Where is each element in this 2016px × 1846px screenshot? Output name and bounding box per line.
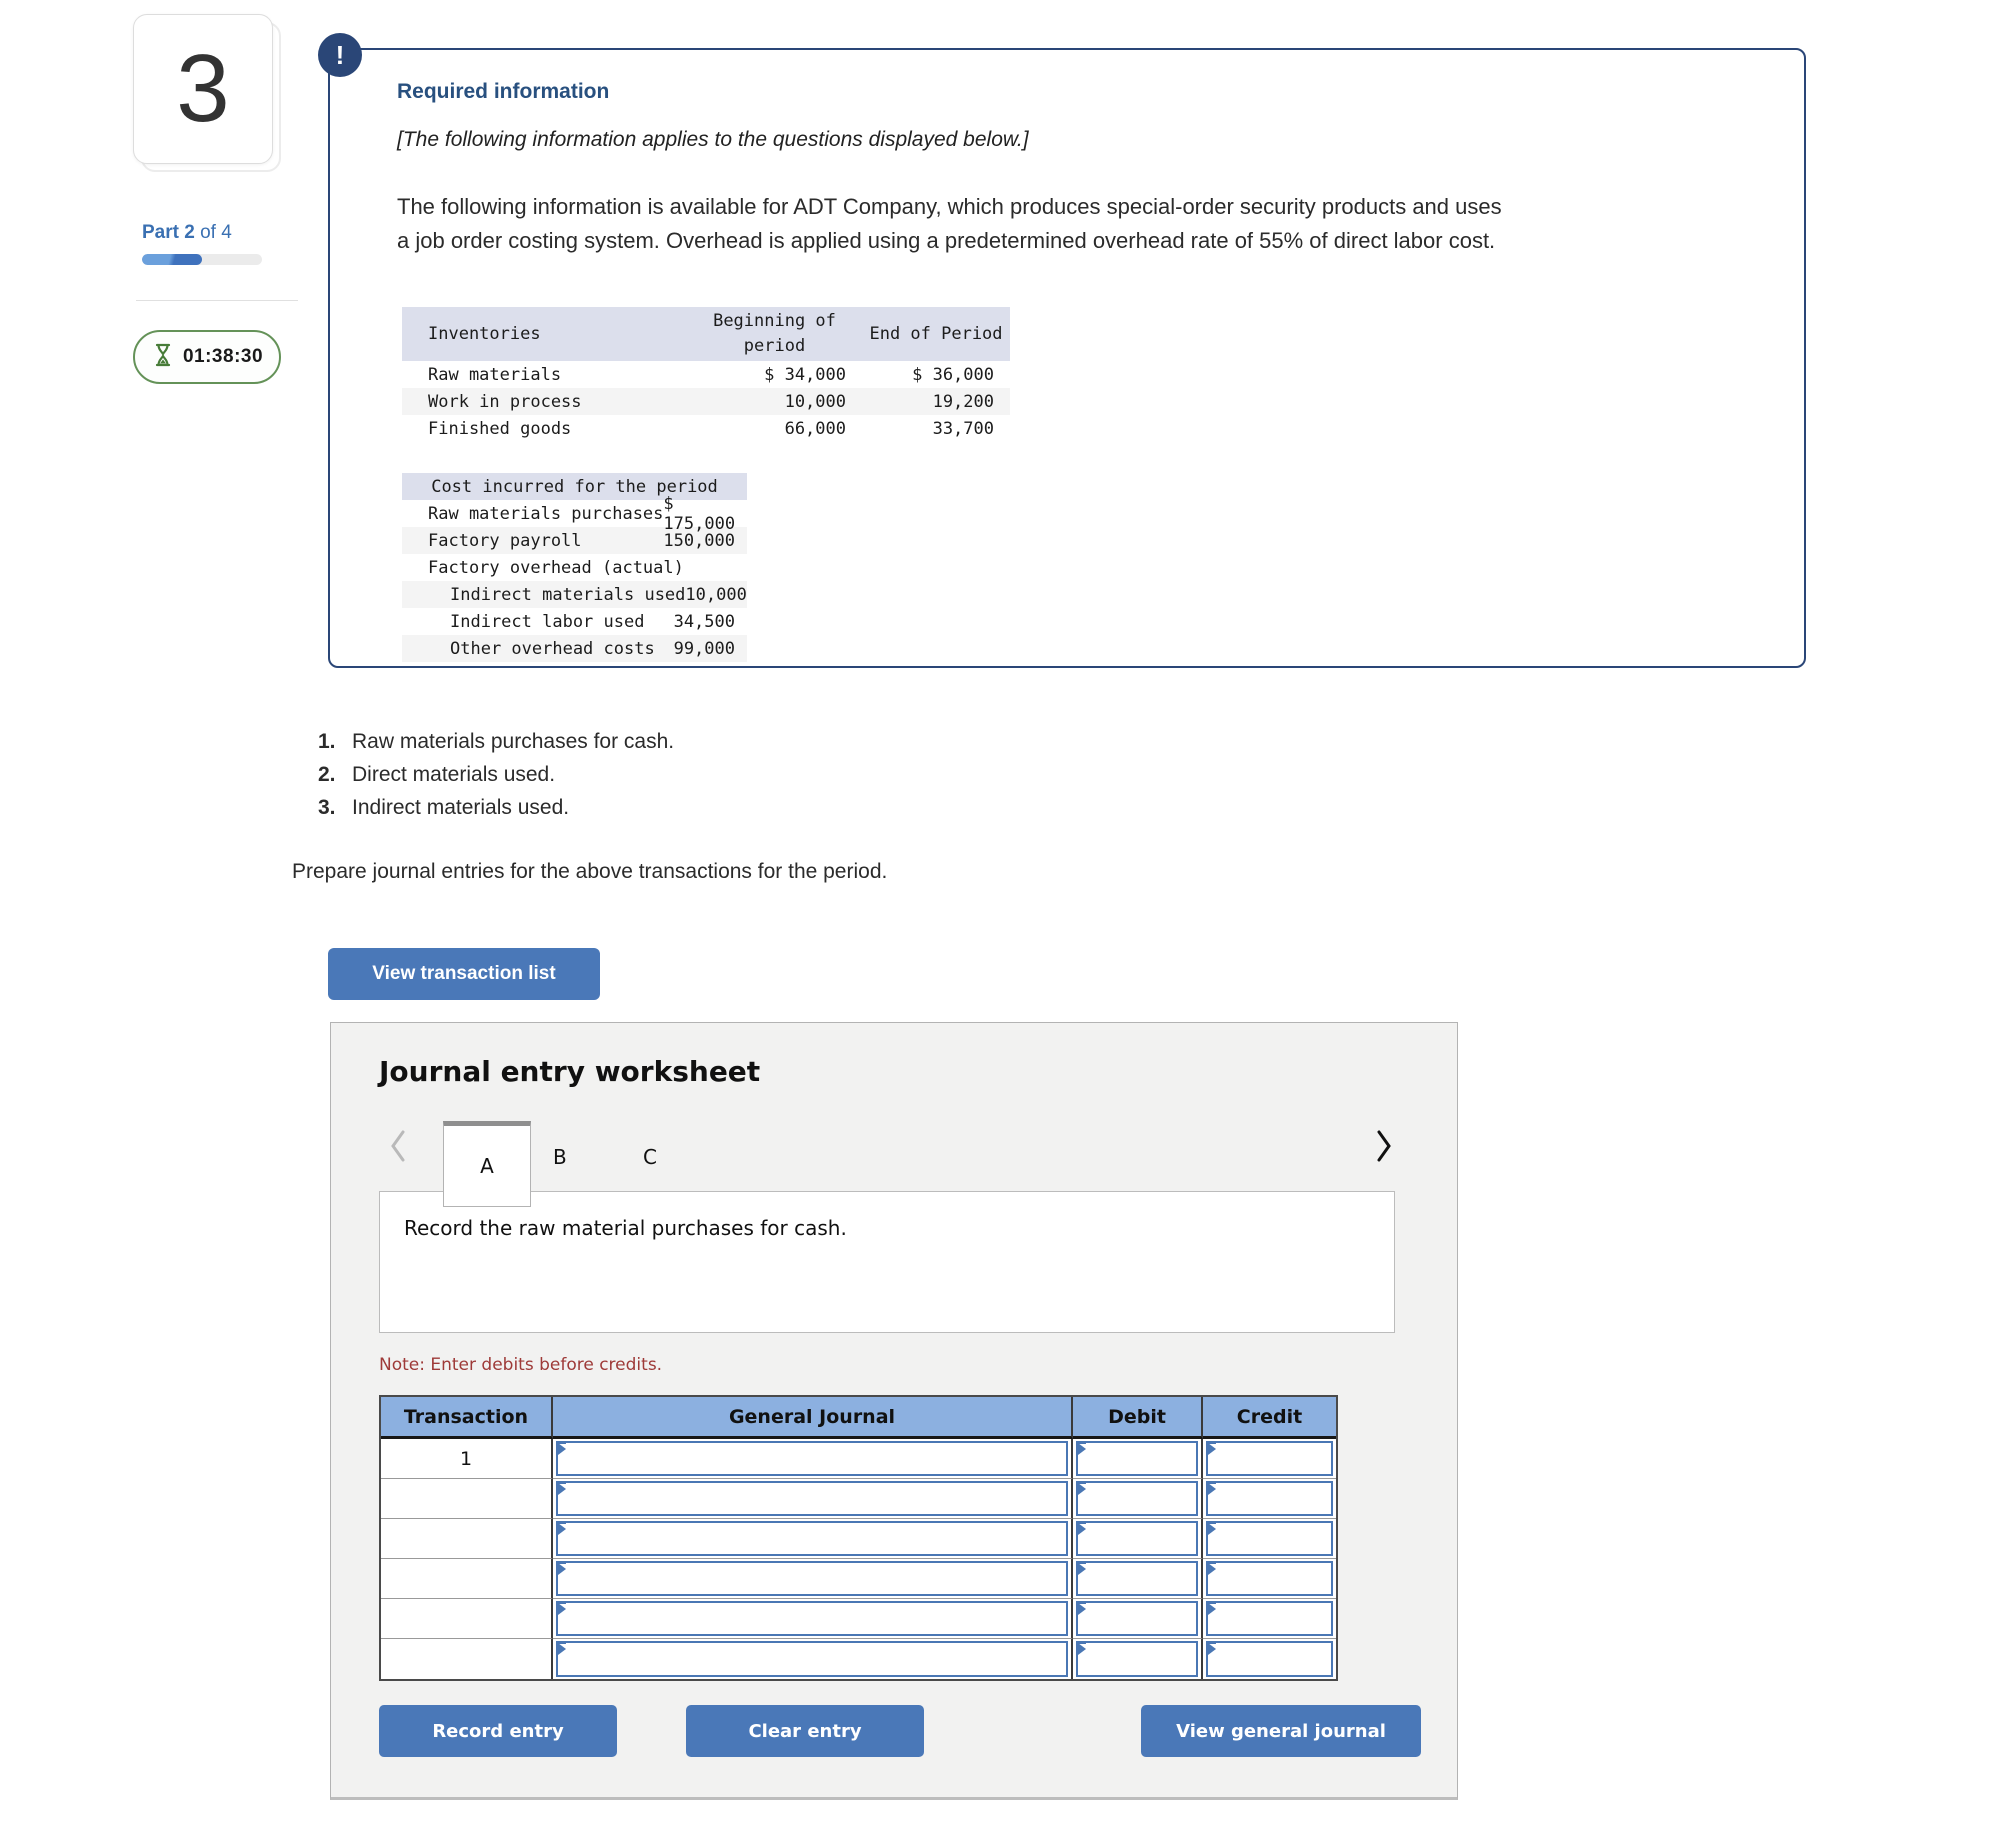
list-item (318, 796, 569, 820)
cell-marker-icon (1078, 1603, 1086, 1615)
table-row (402, 581, 747, 608)
column-header-transaction: Transaction (381, 1397, 553, 1439)
row-value: 150,000 (663, 530, 735, 551)
account-input[interactable] (556, 1601, 1068, 1636)
journal-cell (553, 1439, 1073, 1479)
row-end-value: $ 36,000 (912, 364, 994, 385)
row-label: Raw materials purchases (428, 503, 664, 524)
cell-marker-icon (558, 1563, 566, 1575)
row-begin-value: 66,000 (784, 418, 846, 439)
hourglass-icon (151, 342, 175, 373)
cost-incurred-table (402, 473, 747, 662)
journal-table (379, 1395, 1338, 1681)
credit-input[interactable] (1206, 1601, 1333, 1636)
row-label: Factory overhead (actual) (428, 557, 684, 578)
rail-divider (136, 300, 298, 301)
cell-marker-icon (1078, 1563, 1086, 1575)
table-row (402, 361, 1010, 388)
journal-cell (1203, 1479, 1336, 1519)
table-row (402, 635, 747, 662)
cell-marker-icon (1208, 1643, 1216, 1655)
journal-cell (553, 1559, 1073, 1599)
timer-pill (133, 330, 281, 384)
journal-cell (1073, 1439, 1203, 1479)
view-general-journal-button[interactable]: View general journal (1141, 1705, 1421, 1757)
part-progress-bar (142, 254, 262, 265)
account-input[interactable] (556, 1521, 1068, 1556)
cell-marker-icon (1208, 1563, 1216, 1575)
cell-marker-icon (1208, 1483, 1216, 1495)
journal-cell (553, 1519, 1073, 1559)
problem-paragraph-line1: The following information is available for ADT Company, which produces special-order security products and uses (397, 194, 1502, 219)
required-information-panel (328, 48, 1806, 668)
table-row (402, 554, 747, 581)
journal-cell (1203, 1439, 1336, 1479)
prepare-instruction: Prepare journal entries for the above transactions for the period. (292, 860, 888, 883)
tab-b[interactable]: B (553, 1145, 567, 1169)
part-indicator (142, 222, 232, 244)
row-value: 99,000 (673, 638, 735, 659)
row-value: 10,000 (685, 584, 747, 605)
list-item-number: 3. (318, 796, 336, 819)
required-information-heading: Required information (397, 80, 610, 103)
table-row (402, 388, 1010, 415)
prompt-box (379, 1191, 1395, 1333)
tab-a-label: A (480, 1154, 494, 1178)
cost-table-header: Cost incurred for the period (402, 473, 747, 500)
table-row (402, 493, 747, 534)
column-header-general-journal: General Journal (553, 1397, 1073, 1439)
account-input[interactable] (556, 1481, 1068, 1516)
problem-paragraph (397, 190, 1767, 258)
cell-marker-icon (1208, 1523, 1216, 1535)
debits-note: Note: Enter debits before credits. (379, 1355, 663, 1375)
list-item-text: Indirect materials used. (352, 796, 570, 819)
journal-cell (1203, 1599, 1336, 1639)
cell-marker-icon (1078, 1443, 1086, 1455)
journal-cell (1073, 1559, 1203, 1599)
journal-cell (1073, 1639, 1203, 1679)
journal-cell (1203, 1519, 1336, 1559)
credit-input[interactable] (1206, 1481, 1333, 1516)
account-input[interactable] (556, 1561, 1068, 1596)
applies-note: [The following information applies to the questions displayed below.] (397, 128, 1029, 151)
tab-c[interactable]: C (643, 1145, 657, 1169)
list-item-number: 2. (318, 763, 336, 786)
journal-cell (553, 1639, 1073, 1679)
part-indicator-bold: Part 2 (142, 222, 195, 243)
timer-value: 01:38:30 (182, 346, 264, 367)
journal-cell (553, 1599, 1073, 1639)
alert-glyph: ! (335, 39, 345, 70)
row-label: Raw materials (428, 364, 562, 385)
cell-marker-icon (1078, 1523, 1086, 1535)
debit-input[interactable] (1076, 1441, 1198, 1476)
debit-input[interactable] (1076, 1641, 1198, 1677)
debit-input[interactable] (1076, 1601, 1198, 1636)
list-item-text: Raw materials purchases for cash. (352, 730, 675, 753)
table-row (402, 415, 1010, 442)
list-item-number: 1. (318, 730, 336, 753)
view-transaction-list-button[interactable]: View transaction list (328, 948, 600, 1000)
cell-marker-icon (558, 1603, 566, 1615)
chevron-right-icon[interactable] (1375, 1129, 1393, 1166)
row-begin-value: $ 34,000 (764, 364, 846, 385)
transaction-cell (381, 1519, 553, 1559)
column-header-debit: Debit (1073, 1397, 1203, 1439)
clear-entry-button[interactable]: Clear entry (686, 1705, 924, 1757)
credit-input[interactable] (1206, 1561, 1333, 1596)
row-value: 34,500 (673, 611, 735, 632)
transaction-cell (381, 1639, 553, 1679)
worksheet-title: Journal entry worksheet (379, 1055, 761, 1088)
row-label: Indirect labor used (450, 611, 645, 632)
journal-cell (1073, 1479, 1203, 1519)
prompt-text: Record the raw material purchases for cash. (404, 1216, 847, 1240)
cell-marker-icon (1208, 1443, 1216, 1455)
account-input[interactable] (556, 1441, 1068, 1476)
journal-cell (553, 1479, 1073, 1519)
account-input[interactable] (556, 1641, 1068, 1677)
cell-marker-icon (1078, 1483, 1086, 1495)
list-item (318, 763, 555, 787)
cell-marker-icon (1078, 1643, 1086, 1655)
transaction-cell: 1 (381, 1439, 553, 1479)
inventories-header-row (402, 307, 1010, 361)
inventories-table (402, 307, 1010, 442)
chevron-left-icon[interactable] (389, 1129, 407, 1166)
journal-cell (1073, 1519, 1203, 1559)
part-indicator-rest: of 4 (194, 222, 232, 243)
alert-icon (318, 33, 362, 77)
transaction-cell (381, 1559, 553, 1599)
inventories-header-end: End of Period (869, 323, 1003, 344)
credit-input[interactable] (1206, 1521, 1333, 1556)
list-item-text: Direct materials used. (352, 763, 556, 786)
cell-marker-icon (558, 1483, 566, 1495)
debit-input[interactable] (1076, 1561, 1198, 1596)
journal-cell (1073, 1599, 1203, 1639)
inventories-header-label: Inventories (428, 324, 541, 344)
debit-input[interactable] (1076, 1521, 1198, 1556)
credit-input[interactable] (1206, 1441, 1333, 1476)
question-number: 3 (176, 35, 230, 142)
column-header-credit: Credit (1203, 1397, 1336, 1439)
row-label: Finished goods (428, 418, 572, 439)
row-value: $ 175,000 (663, 493, 736, 534)
journal-cell (1203, 1559, 1336, 1599)
row-label: Work in process (428, 391, 582, 412)
cell-marker-icon (1208, 1603, 1216, 1615)
journal-entry-worksheet-panel (330, 1022, 1458, 1800)
transaction-cell (381, 1479, 553, 1519)
inventories-header-begin: Beginning of period (713, 311, 836, 356)
debit-input[interactable] (1076, 1481, 1198, 1516)
tab-a[interactable] (443, 1121, 531, 1207)
table-row (402, 608, 747, 635)
transaction-cell (381, 1599, 553, 1639)
record-entry-button[interactable]: Record entry (379, 1705, 617, 1757)
row-label: Factory payroll (428, 530, 582, 551)
table-row (402, 527, 747, 554)
progress-fill (142, 254, 202, 265)
cell-marker-icon (558, 1443, 566, 1455)
row-end-value: 19,200 (932, 391, 994, 412)
row-label: Other overhead costs (450, 638, 655, 659)
journal-cell (1203, 1639, 1336, 1679)
credit-input[interactable] (1206, 1641, 1333, 1677)
row-end-value: 33,700 (932, 418, 994, 439)
row-label: Indirect materials used (450, 584, 686, 605)
list-item (318, 730, 674, 754)
cell-marker-icon (558, 1643, 566, 1655)
question-number-card (133, 14, 273, 164)
row-begin-value: 10,000 (784, 391, 846, 412)
problem-paragraph-line2: a job order costing system. Overhead is applied using a predetermined overhead rate of 55% of direct labor cost. (397, 228, 1496, 253)
cell-marker-icon (558, 1523, 566, 1535)
